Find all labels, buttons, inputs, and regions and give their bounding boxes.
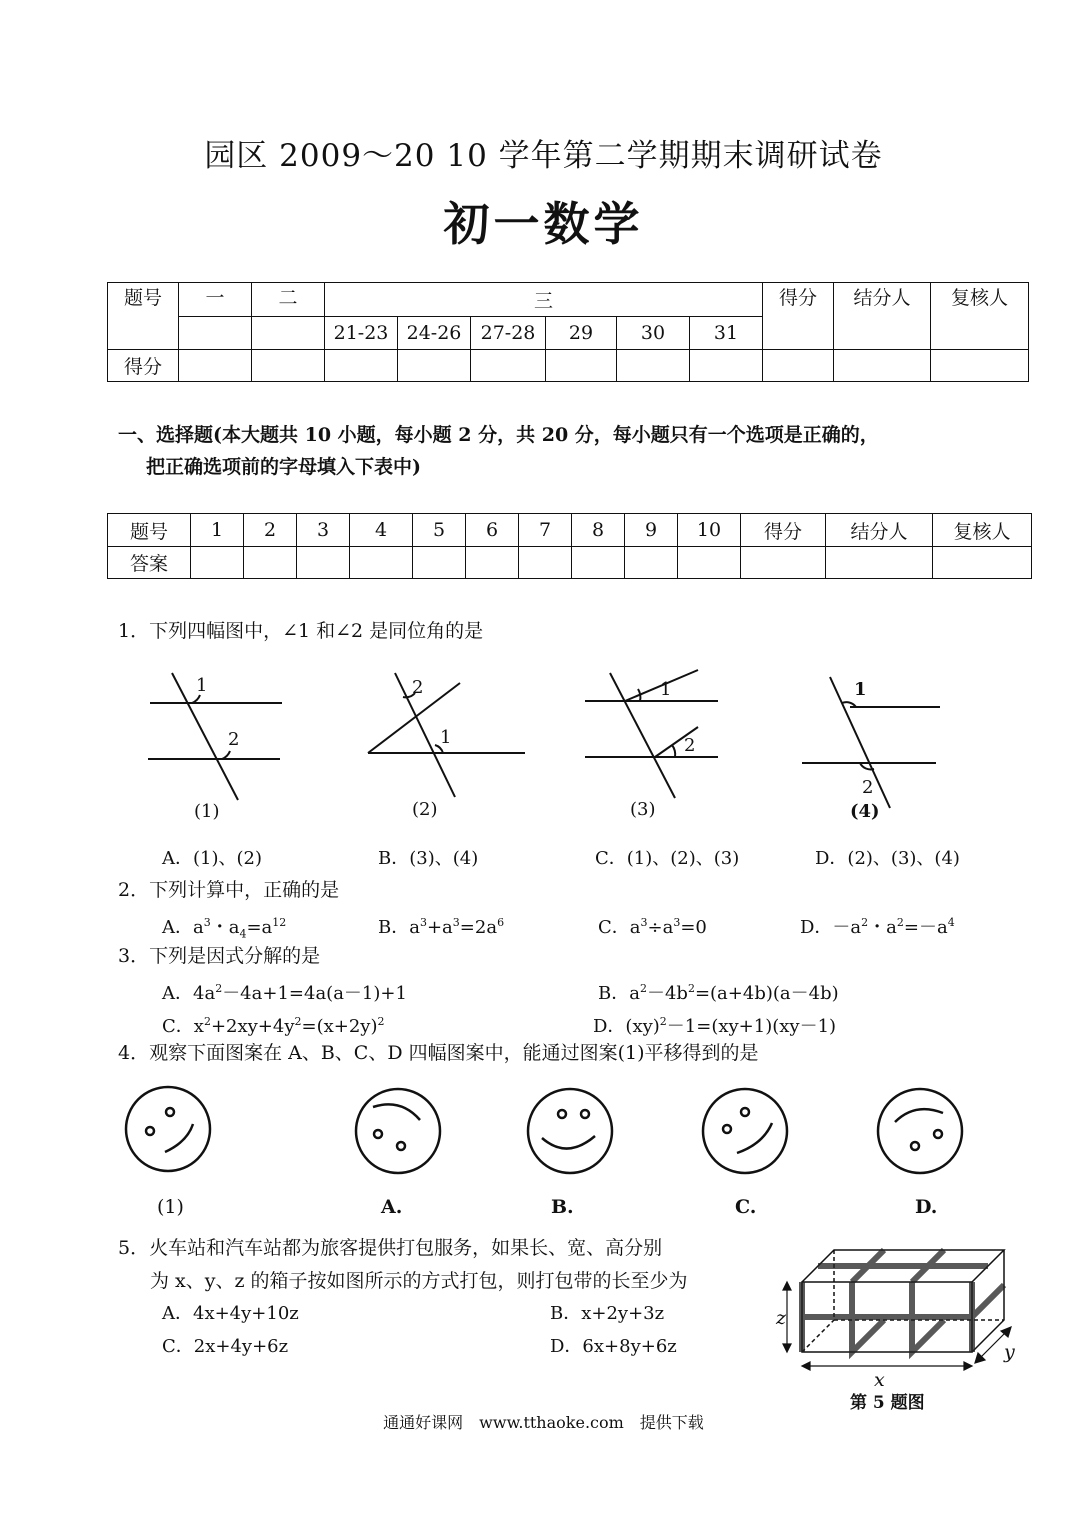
fig1-angle1: 1 <box>196 675 208 696</box>
fig4-label: (4) <box>850 801 880 822</box>
fig2-angle1: 1 <box>440 727 452 748</box>
q2-option-c: C．$a^3\div a^3=0$ <box>598 916 707 938</box>
q5-option-c: C．2x+4y+6z <box>162 1336 289 1357</box>
answer-table <box>107 513 1032 579</box>
answer-num-2: 2 <box>244 514 297 547</box>
q4-label-a: A. <box>381 1196 403 1218</box>
answer-table-label-answer: 答案 <box>108 547 191 579</box>
q4-label-d: D. <box>915 1196 938 1218</box>
answer-cell <box>572 547 625 579</box>
score-table-grader: 结分人 <box>834 283 931 350</box>
score-table <box>107 282 1029 382</box>
score-sub-5: 30 <box>617 317 690 350</box>
q3-option-d: D．(xy)$^2$－1=(xy+1)(xy－1) <box>593 1015 837 1037</box>
q5-stem-line1: 5．火车站和汽车站都为旅客提供打包服务，如果长、宽、高分别 <box>118 1237 663 1259</box>
q4-label-b: B. <box>551 1196 574 1218</box>
answer-cell <box>933 547 1032 579</box>
answer-cell <box>625 547 678 579</box>
score-cell <box>931 350 1029 382</box>
fig2-angle2: 2 <box>412 677 424 698</box>
score-table-total: 得分 <box>763 283 834 350</box>
q5-option-a: A．4x+4y+10z <box>162 1303 299 1324</box>
q3-option-c: C．$x^2+2xy+4y^2=(x+2y)^2$ <box>162 1015 385 1037</box>
answer-cell <box>413 547 466 579</box>
section1-heading-line2: 把正确选项前的字母填入下表中) <box>146 456 421 478</box>
answer-cell <box>244 547 297 579</box>
score-cell <box>252 350 325 382</box>
fig1-angle2: 2 <box>228 729 240 750</box>
answer-num-3: 3 <box>297 514 350 547</box>
score-cell <box>471 350 546 382</box>
score-cell <box>763 350 834 382</box>
q5-stem-line2: 为 x、y、z 的箱子按如图所示的方式打包，则打包带的长至少为 <box>150 1270 688 1292</box>
exam-title: 园区 2009～20 10 学年第二学期期末调研试卷 <box>204 138 883 174</box>
q2-option-a: A．$a^3$・$a_4=a^{12}$ <box>162 916 287 941</box>
fig1-label: (1) <box>194 801 220 822</box>
score-sub-6: 31 <box>690 317 763 350</box>
score-sub-1: 21-23 <box>325 317 398 350</box>
answer-num-8: 8 <box>572 514 625 547</box>
q2-option-b: B．$a^3+a^3=2a^6$ <box>378 916 505 938</box>
q5-fig-x: x <box>874 1369 885 1391</box>
score-table-col1: 一 <box>179 283 252 317</box>
score-cell <box>617 350 690 382</box>
answer-num-5: 5 <box>413 514 466 547</box>
answer-cell <box>350 547 413 579</box>
answer-num-6: 6 <box>466 514 519 547</box>
footer-text: 通通好课网 www.tthaoke.com 提供下载 <box>383 1413 704 1432</box>
answer-cell <box>519 547 572 579</box>
score-cell <box>252 317 325 350</box>
q4-label-c: C. <box>735 1196 757 1218</box>
answer-cell <box>741 547 826 579</box>
score-cell <box>179 317 252 350</box>
q5-option-b: B．x+2y+3z <box>550 1303 665 1324</box>
q3-stem: 3．下列是因式分解的是 <box>118 945 321 967</box>
q1-stem: 1．下列四幅图中，∠1 和∠2 是同位角的是 <box>118 620 484 642</box>
score-cell <box>834 350 931 382</box>
q5-fig-caption: 第 5 题图 <box>850 1393 925 1413</box>
answer-table-grader: 结分人 <box>826 514 933 547</box>
score-table-label-question: 题号 <box>108 283 179 350</box>
answer-cell <box>678 547 741 579</box>
answer-num-1: 1 <box>191 514 244 547</box>
subject-title: 初一数学 <box>443 197 644 251</box>
answer-num-9: 9 <box>625 514 678 547</box>
q4-stem: 4．观察下面图案在 A、B、C、D 四幅图案中，能通过图案(1)平移得到的是 <box>118 1042 759 1064</box>
q5-option-d: D．6x+8y+6z <box>550 1336 677 1357</box>
q5-box-figure <box>772 1242 1042 1414</box>
q1-option-d: D．(2)、(3)、(4) <box>815 848 960 869</box>
answer-num-4: 4 <box>350 514 413 547</box>
score-cell <box>325 350 398 382</box>
q2-stem: 2．下列计算中，正确的是 <box>118 879 340 901</box>
answer-num-7: 7 <box>519 514 572 547</box>
q3-option-b: B．$a^2-4b^2=(a+4b)(a-4b)$ <box>598 982 839 1004</box>
fig4-angle1: 1 <box>854 679 867 700</box>
q1-figures <box>130 665 990 830</box>
score-sub-4: 29 <box>546 317 617 350</box>
score-sub-2: 24-26 <box>398 317 471 350</box>
q5-fig-y: y <box>1004 1341 1015 1363</box>
answer-table-reviewer: 复核人 <box>933 514 1032 547</box>
score-table-col3: 三 <box>325 283 763 317</box>
score-table-col2: 二 <box>252 283 325 317</box>
score-sub-3: 27-28 <box>471 317 546 350</box>
q4-figures <box>115 1080 975 1220</box>
fig3-angle2: 2 <box>684 735 696 756</box>
section1-heading-line1: 一、选择题(本大题共 10 小题，每小题 2 分，共 20 分，每小题只有一个选项是正确的， <box>118 424 879 446</box>
score-cell <box>179 350 252 382</box>
answer-num-10: 10 <box>678 514 741 547</box>
fig3-label: (3) <box>630 799 656 820</box>
answer-cell <box>466 547 519 579</box>
q1-option-a: A．(1)、(2) <box>162 848 262 869</box>
q5-fig-z: z <box>776 1307 787 1329</box>
answer-cell <box>191 547 244 579</box>
answer-cell <box>297 547 350 579</box>
score-table-label-score: 得分 <box>108 350 179 382</box>
score-cell <box>690 350 763 382</box>
answer-table-total: 得分 <box>741 514 826 547</box>
fig3-angle1: 1 <box>660 679 672 700</box>
score-table-reviewer: 复核人 <box>931 283 1029 350</box>
score-cell <box>398 350 471 382</box>
q4-label-1: (1) <box>157 1196 184 1218</box>
q2-option-d: D．$-a^2$・$a^2=-a^4$ <box>800 916 955 938</box>
answer-cell <box>826 547 933 579</box>
fig2-label: (2) <box>412 799 438 820</box>
q3-option-a: A．$4a^2-4a+1=4a(a-1)+1$ <box>162 982 407 1004</box>
q1-option-b: B．(3)、(4) <box>378 848 479 869</box>
fig4-angle2: 2 <box>862 777 874 798</box>
q1-option-c: C．(1)、(2)、(3) <box>595 848 740 869</box>
score-cell <box>546 350 617 382</box>
answer-table-label-question: 题号 <box>108 514 191 547</box>
